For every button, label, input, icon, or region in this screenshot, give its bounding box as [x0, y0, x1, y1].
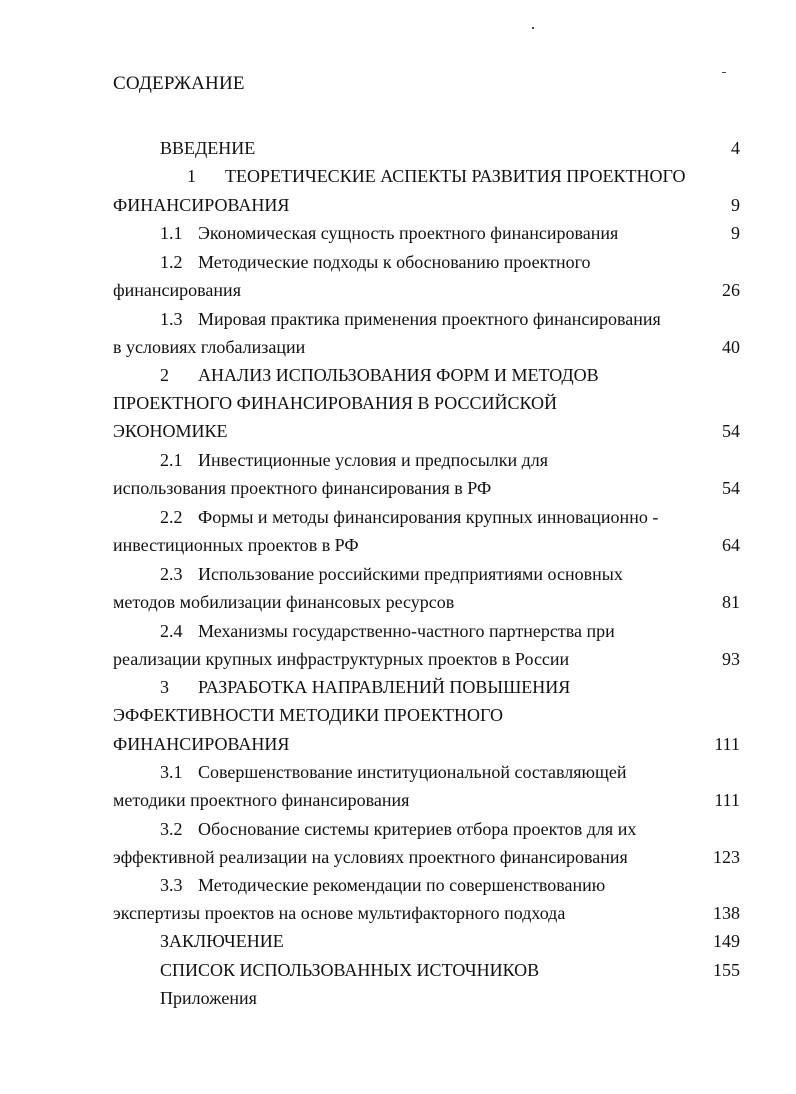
toc-section-1-1: [160, 222, 618, 244]
toc-section-1-3-line1: [160, 308, 661, 330]
section-number: 3.3: [160, 875, 183, 895]
toc-page-number: 9: [731, 223, 740, 243]
toc-section-2-1-line2: использования проектного финансирования в РФ: [113, 478, 492, 498]
toc-chapter-1-line2: ФИНАНСИРОВАНИЯ: [113, 195, 290, 215]
toc-entry-text: ВВЕДЕНИЕ: [160, 138, 256, 158]
toc-chapter-3-line3: ФИНАНСИРОВАНИЯ: [113, 734, 290, 754]
toc-section-1-2-line2: финансирования: [113, 280, 241, 300]
toc-page-number: 93: [722, 649, 740, 669]
chapter-number: 2: [160, 365, 169, 385]
section-title: Инвестиционные условия и предпосылки для: [198, 450, 549, 470]
section-title: Использование российскими предприятиями основных: [198, 564, 623, 584]
section-number: 2.2: [160, 507, 183, 527]
toc-chapter-1-line1: [187, 165, 685, 187]
chapter-number: 1: [187, 166, 196, 186]
toc-section-3-2-line2: эффективной реализации на условиях проектного финансирования: [113, 847, 628, 867]
section-title: Методические рекомендации по совершенствованию: [198, 875, 606, 895]
toc-chapter-2-line3: ЭКОНОМИКЕ: [113, 421, 228, 441]
section-title: Мировая практика применения проектного финансирования: [198, 309, 661, 329]
chapter-number: 3: [160, 677, 169, 697]
section-number: 2.4: [160, 621, 183, 641]
toc-page-number: 111: [714, 734, 740, 754]
toc-page-number: 81: [722, 592, 740, 612]
section-number: 3.2: [160, 819, 183, 839]
section-title: Совершенствование институциональной составляющей: [198, 762, 627, 782]
toc-section-2-3-line1: [160, 563, 623, 585]
section-number: 3.1: [160, 762, 183, 782]
toc-page-number: 155: [713, 960, 740, 980]
toc-page-number: 4: [731, 138, 740, 158]
toc-page-number: 149: [713, 931, 740, 951]
toc-page-number: 9: [731, 195, 740, 215]
toc-page-number: 138: [713, 903, 740, 923]
section-number: 1.1: [160, 223, 183, 243]
toc-page-number: 40: [722, 337, 740, 357]
toc-page-number: 111: [714, 790, 740, 810]
toc-entry-sources: СПИСОК ИСПОЛЬЗОВАННЫХ ИСТОЧНИКОВ: [160, 960, 540, 980]
section-title: Экономическая сущность проектного финансирования: [198, 223, 619, 243]
toc-section-3-1-line2: методики проектного финансирования: [113, 790, 410, 810]
toc-chapter-2-line2: ПРОЕКТНОГО ФИНАНСИРОВАНИЯ В РОССИЙСКОЙ: [113, 393, 558, 413]
toc-section-3-1-line1: [160, 761, 626, 783]
section-title: Механизмы государственно-частного партнерства при: [198, 621, 615, 641]
section-title: Обоснование системы критериев отбора проектов для их: [198, 819, 637, 839]
toc-chapter-3-line2: ЭФФЕКТИВНОСТИ МЕТОДИКИ ПРОЕКТНОГО: [113, 705, 503, 725]
toc-page-number: 123: [713, 847, 740, 867]
scan-speck: [532, 27, 534, 29]
toc-chapter-3-line1: [160, 676, 570, 698]
toc-section-1-2-line1: [160, 251, 591, 273]
toc-entry-conclusion: ЗАКЛЮЧЕНИЕ: [160, 931, 284, 951]
chapter-title: РАЗРАБОТКА НАПРАВЛЕНИЙ ПОВЫШЕНИЯ: [198, 677, 571, 697]
toc-section-2-4-line1: [160, 620, 615, 642]
scan-speck: [722, 72, 726, 73]
toc-page-number: 54: [722, 421, 740, 441]
toc-section-3-3-line2: экспертизы проектов на основе мультифакторного подхода: [113, 903, 566, 923]
toc-entry-appendix: Приложения: [160, 988, 257, 1008]
chapter-title: ТЕОРЕТИЧЕСКИЕ АСПЕКТЫ РАЗВИТИЯ ПРОЕКТНОГО: [225, 166, 686, 186]
chapter-title: АНАЛИЗ ИСПОЛЬЗОВАНИЯ ФОРМ И МЕТОДОВ: [198, 365, 599, 385]
toc-page-number: 64: [722, 535, 740, 555]
toc-page-number: 26: [722, 280, 740, 300]
toc-section-2-2-line1: [160, 506, 658, 528]
toc-section-1-3-line2: в условиях глобализации: [113, 337, 306, 357]
toc-section-2-2-line2: инвестиционных проектов в РФ: [113, 535, 359, 555]
section-title: Методические подходы к обоснованию проектного: [198, 252, 591, 272]
toc-section-2-4-line2: реализации крупных инфраструктурных проектов в России: [113, 649, 570, 669]
toc-section-2-3-line2: методов мобилизации финансовых ресурсов: [113, 592, 455, 612]
section-title: Формы и методы финансирования крупных инновационно -: [198, 507, 659, 527]
toc-section-3-2-line1: [160, 818, 636, 840]
section-number: 1.3: [160, 309, 183, 329]
toc-chapter-2-line1: [160, 364, 599, 386]
section-number: 2.3: [160, 564, 183, 584]
section-number: 2.1: [160, 450, 183, 470]
toc-section-3-3-line1: [160, 874, 605, 896]
toc-title: СОДЕРЖАНИЕ: [113, 73, 245, 94]
toc-page-number: 54: [722, 478, 740, 498]
toc-entry-intro: [160, 137, 255, 159]
toc-section-2-1-line1: [160, 449, 548, 471]
section-number: 1.2: [160, 252, 183, 272]
